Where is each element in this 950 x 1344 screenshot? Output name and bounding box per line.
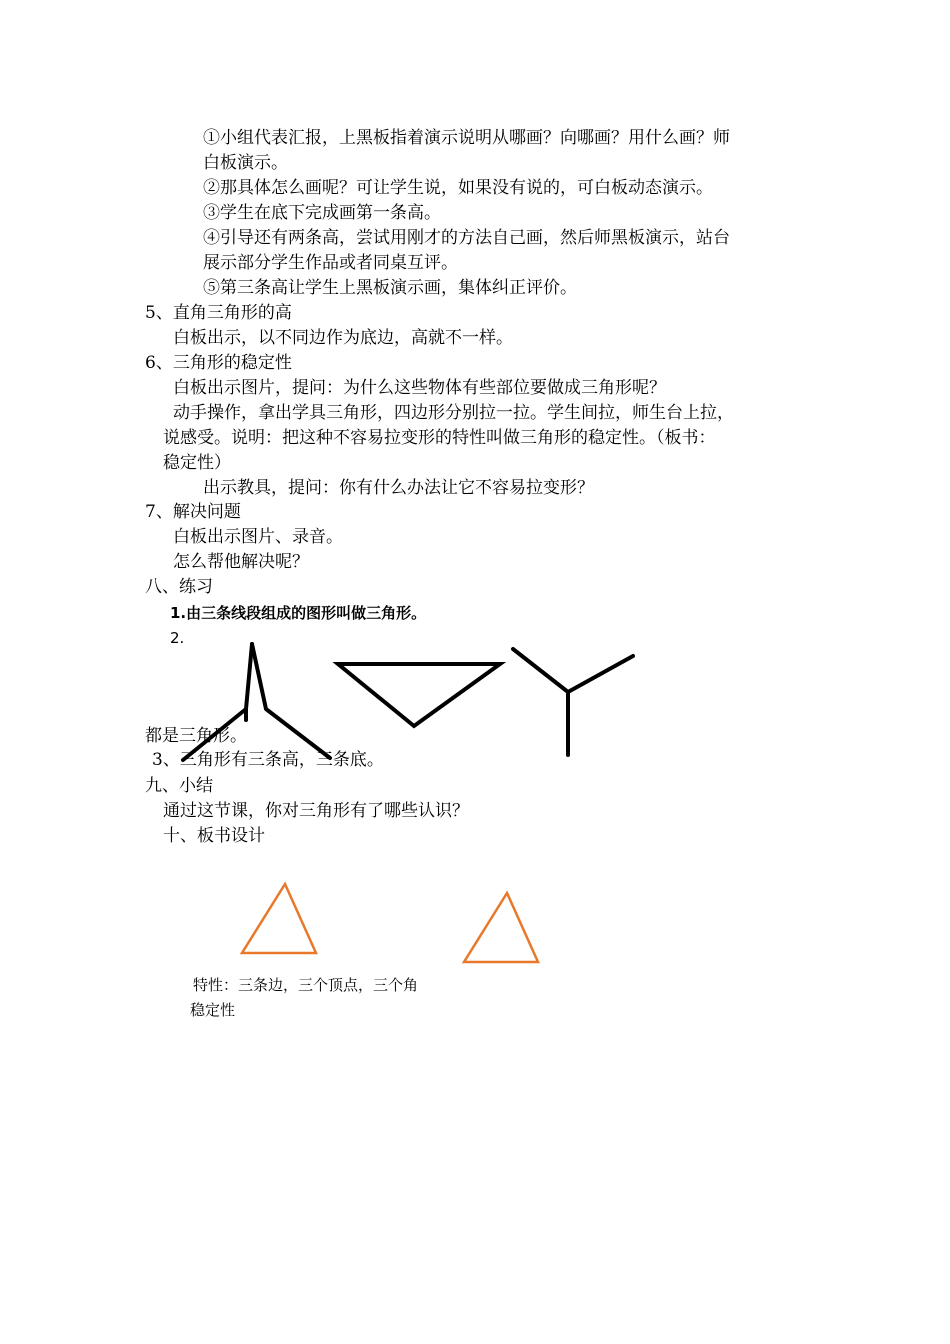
- step-3: ③学生在底下完成画第一条高。: [203, 203, 441, 223]
- section-6-text-1: 白板出示图片，提问：为什么这些物体有些部位要做成三角形呢？: [173, 378, 666, 398]
- section-5-heading: 5、直角三角形的高: [145, 303, 292, 323]
- board-properties: 特性：三条边，三个顶点，三个角: [193, 976, 419, 994]
- section-6-text-2: 动手操作，拿出学具三角形，四边形分别拉一拉。学生间拉，师生台上拉，: [173, 403, 734, 423]
- section-5-text: 白板出示，以不同边作为底边，高就不一样。: [173, 328, 513, 348]
- step-2: ②那具体怎么画呢？可让学生说，如果没有说的，可白板动态演示。: [203, 178, 713, 198]
- section-10-heading: 十、板书设计: [163, 826, 265, 846]
- section-9-text: 通过这节课，你对三角形有了哪些认识？: [163, 801, 469, 821]
- board-stability: 稳定性: [190, 1001, 236, 1019]
- section-7-text-2: 怎么帮他解决呢？: [173, 552, 309, 572]
- exercise-2-label: 2.: [170, 629, 185, 647]
- section-6-heading: 6、三角形的稳定性: [145, 353, 292, 373]
- exercise-1: 1.由三条线段组成的图形叫做三角形。: [170, 604, 427, 622]
- step-1-cont: 白板演示。: [203, 153, 288, 173]
- section-6-text-3: 说感受。说明：把这种不容易拉变形的特性叫做三角形的稳定性。（板书：: [163, 428, 716, 448]
- inverted-triangle-figure: [338, 664, 500, 726]
- section-7-heading: 7、解决问题: [145, 502, 241, 522]
- y-shape-figure: [513, 649, 633, 755]
- exercise-2-text: 都是三角形。: [145, 726, 247, 746]
- step-4-cont: 展示部分学生作品或者同桌互评。: [203, 253, 458, 273]
- section-9-heading: 九、小结: [145, 776, 213, 796]
- board-triangle-right: [464, 893, 538, 962]
- section-7-text-1: 白板出示图片、录音。: [173, 527, 343, 547]
- board-triangle-left: [242, 884, 316, 953]
- section-6-text-5: 出示教具，提问：你有什么办法让它不容易拉变形？: [203, 478, 594, 498]
- step-1: ①小组代表汇报，上黑板指着演示说明从哪画？向哪画？用什么画？师: [203, 128, 730, 148]
- step-4: ④引导还有两条高，尝试用刚才的方法自己画，然后师黑板演示，站台: [203, 228, 730, 248]
- section-6-text-4: 稳定性）: [163, 453, 231, 473]
- step-5: ⑤第三条高让学生上黑板演示画，集体纠正评价。: [203, 278, 577, 298]
- exercise-3: 3、三角形有三条高，三条底。: [152, 750, 384, 770]
- section-8-heading: 八、练习: [145, 577, 213, 597]
